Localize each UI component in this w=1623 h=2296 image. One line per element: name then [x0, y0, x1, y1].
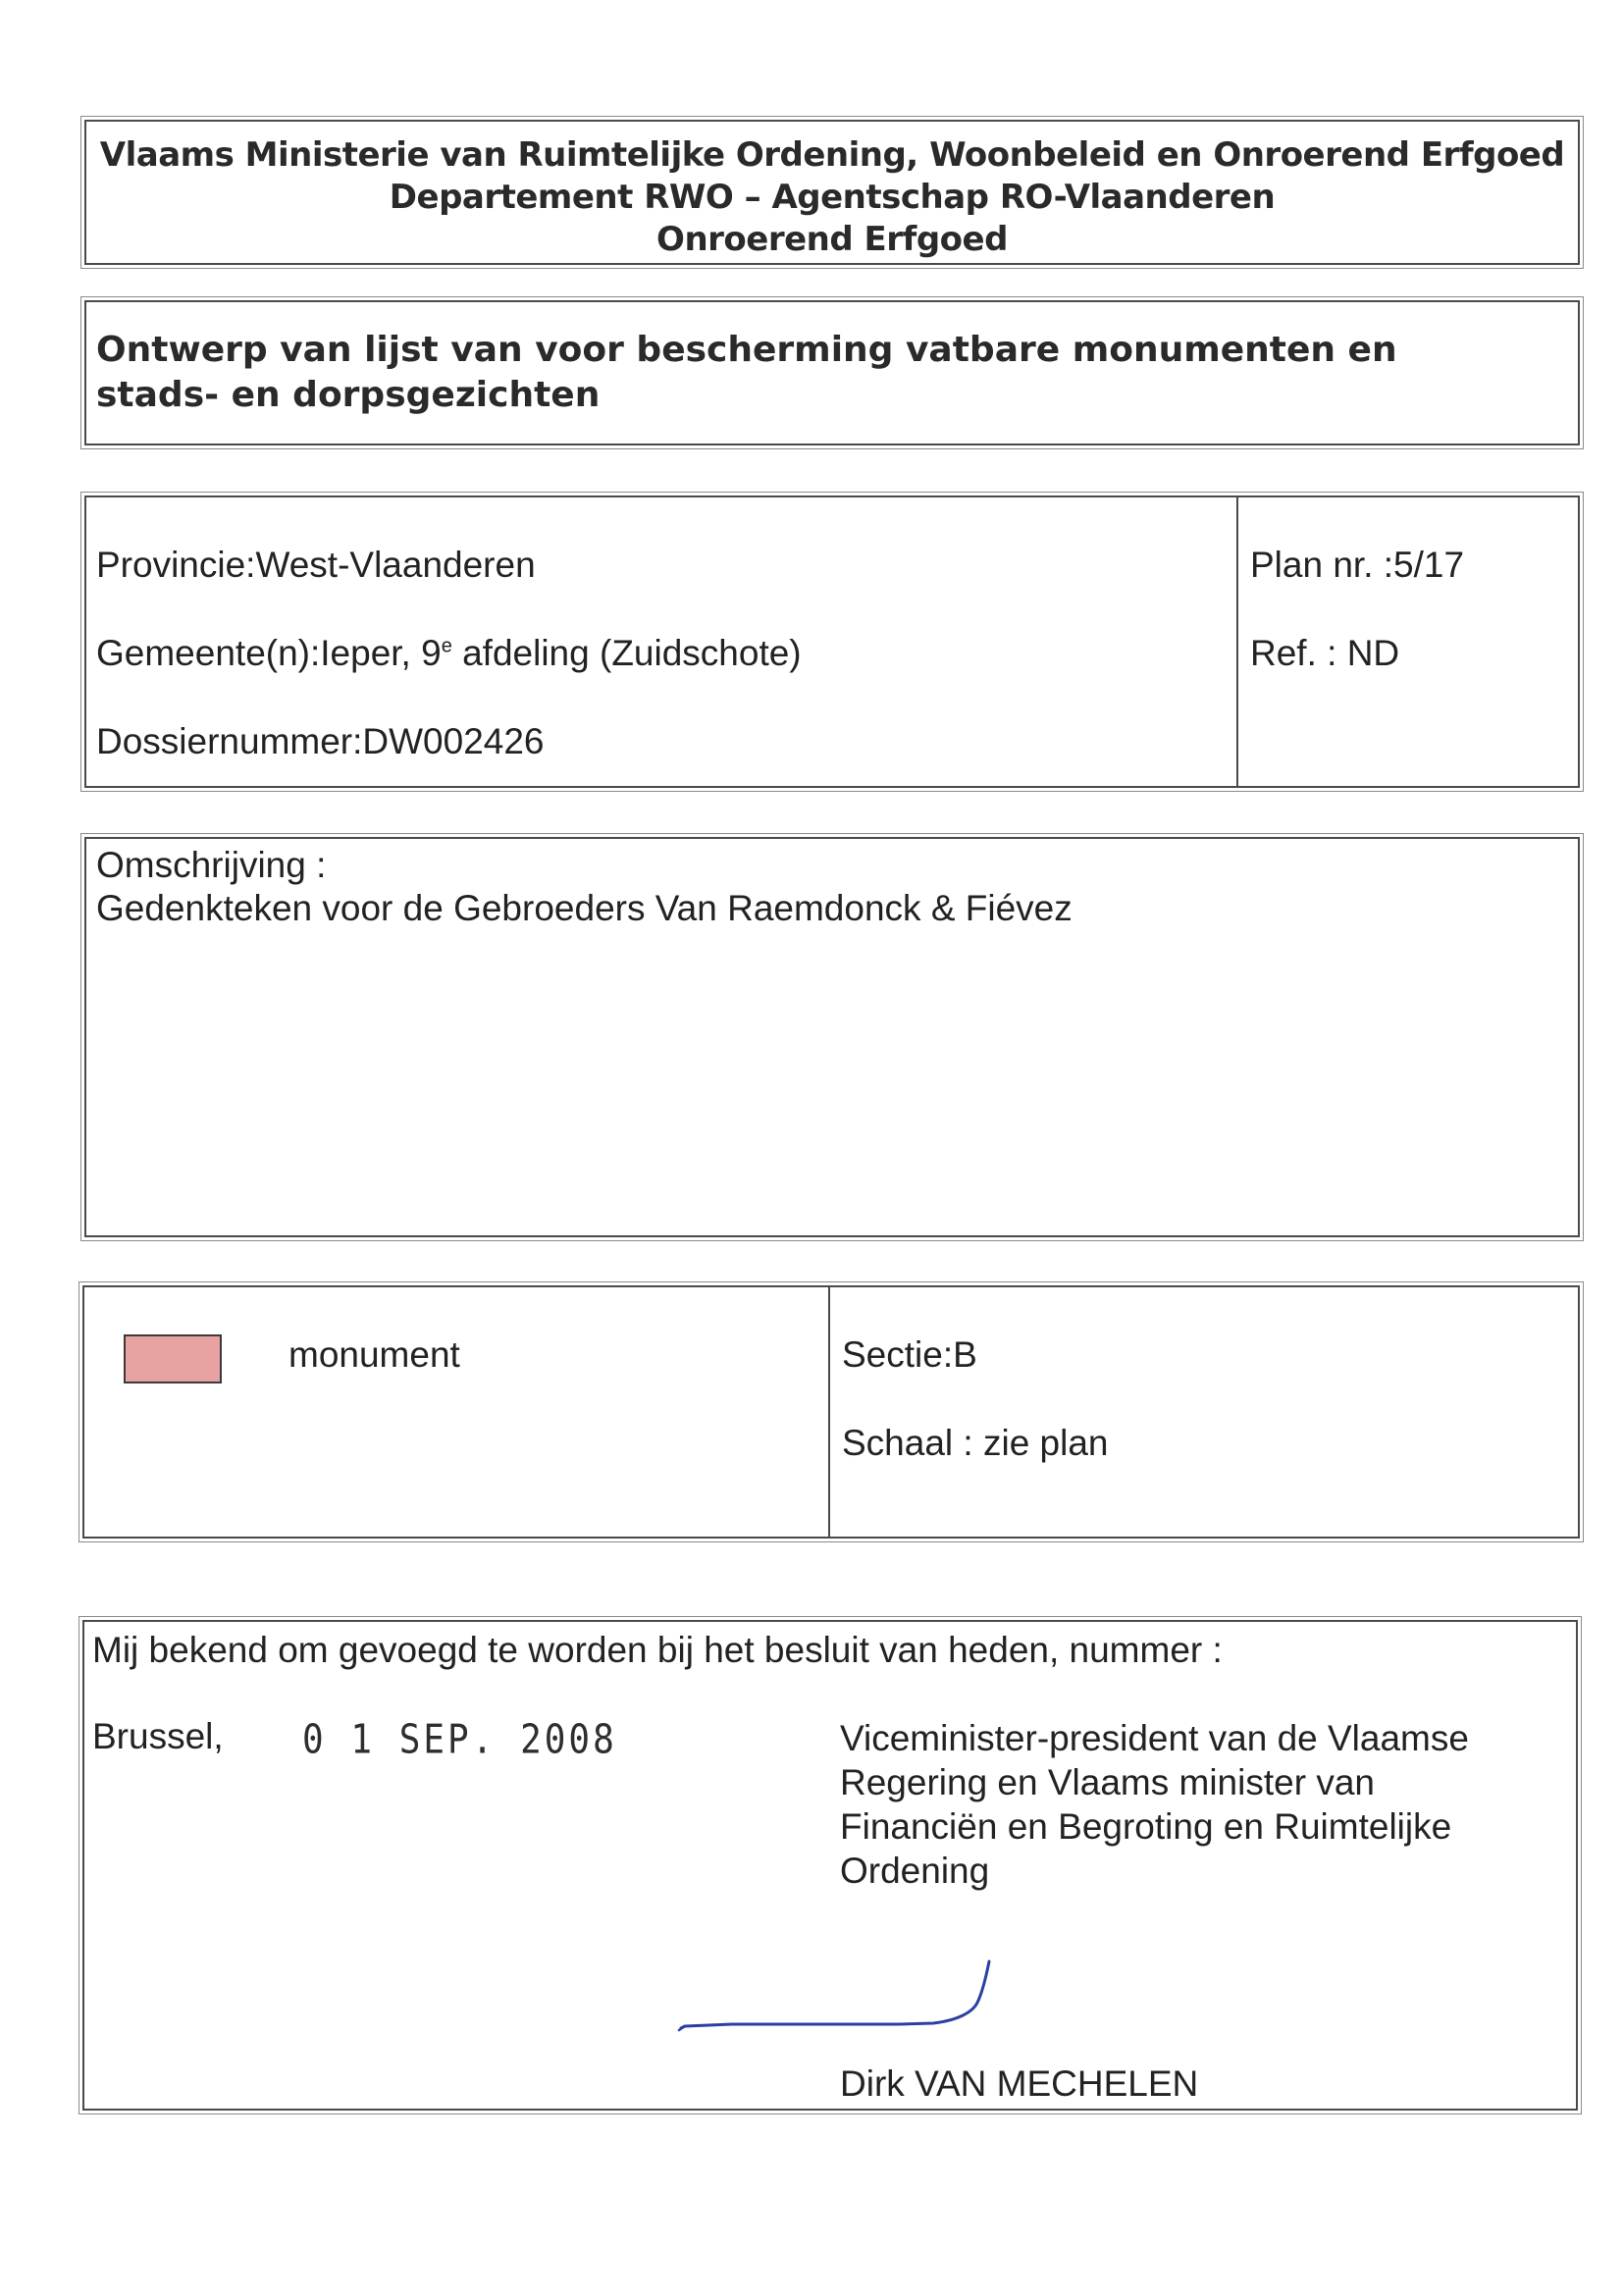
ministry-name: Vlaams Ministerie van Ruimtelijke Ordening, Woonbeleid en Onroerend Erfgoed [99, 135, 1565, 175]
signatory-role [840, 1716, 1469, 1893]
legend-divider [828, 1287, 830, 1537]
monument-color-swatch [124, 1334, 222, 1383]
signoff-statement: Mij bekend om gevoegd te worden bij het besluit van heden, nummer : [92, 1630, 1223, 1670]
schaal-field: Schaal : zie plan [842, 1423, 1109, 1463]
document-title: Ontwerp van lijst van voor bescherming vatbare monumenten en stads- en dorpsgezichten [96, 330, 1397, 415]
document-title-box [84, 300, 1580, 445]
agency-name: Onroerend Erfgoed [656, 220, 1008, 259]
signoff-box [82, 1620, 1578, 2111]
gemeente-suffix: afdeling (Zuidschote) [451, 633, 802, 673]
department-name: Departement RWO – Agentschap RO-Vlaanderen [389, 178, 1276, 217]
handwritten-signature [673, 1946, 1085, 2054]
legend-label: monument [288, 1334, 460, 1375]
plan-number-field: Plan nr. :5/17 [1250, 545, 1465, 585]
location-divider [1236, 497, 1238, 786]
gemeente-field [96, 633, 802, 674]
role-line-3: Financiën en Begroting en Ruimtelijke [840, 1806, 1452, 1847]
role-line-4: Ordening [840, 1851, 990, 1891]
sectie-field: Sectie:B [842, 1334, 977, 1375]
description-box [84, 837, 1580, 1237]
gemeente-text: Gemeente(n):Ieper, 9 [96, 633, 442, 673]
dossier-field: Dossiernummer:DW002426 [96, 721, 545, 761]
role-line-1: Viceminister-president van de Vlaamse [840, 1718, 1469, 1758]
role-line-2: Regering en Vlaams minister van [840, 1762, 1375, 1802]
signatory-name: Dirk VAN MECHELEN [840, 2063, 1199, 2104]
ministry-header [84, 120, 1580, 265]
location-box [84, 496, 1580, 788]
date-stamp: 0 1 SEP. 2008 [302, 1716, 617, 1764]
gemeente-superscript: e [441, 635, 452, 657]
description-label: Omschrijving : [96, 845, 327, 885]
signoff-place: Brussel, [92, 1716, 224, 1756]
legend-box [82, 1285, 1580, 1539]
description-text: Gedenkteken voor de Gebroeders Van Raemdonck & Fiévez [96, 888, 1073, 928]
reference-field: Ref. : ND [1250, 633, 1400, 673]
provincie-field: Provincie:West-Vlaanderen [96, 545, 536, 585]
